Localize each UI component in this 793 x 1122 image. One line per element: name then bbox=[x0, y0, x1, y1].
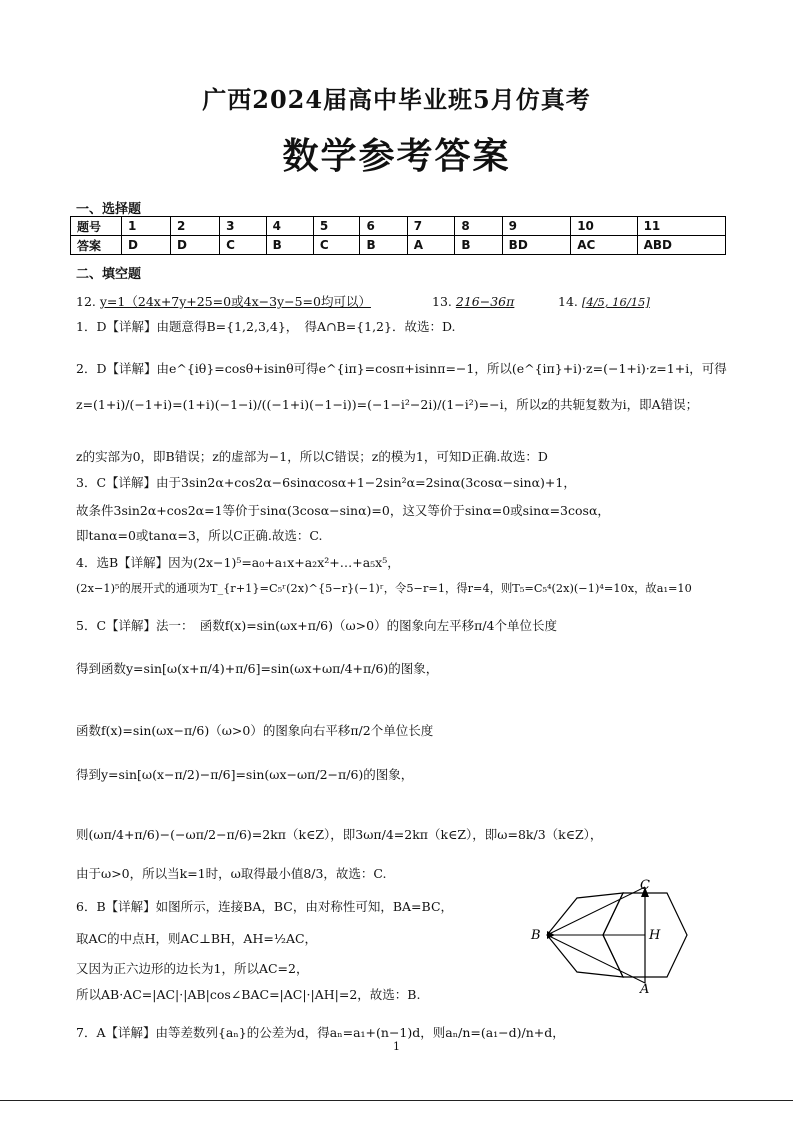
solution-2a: 2．D【详解】由e^{iθ}=cosθ+isinθ可得e^{iπ}=cosπ+isinπ=−1，所以(e^{iπ}+i)·z=(−1+i)·z=1+i，可得 bbox=[76, 361, 727, 376]
segment-ba-top bbox=[547, 887, 645, 935]
label-a: A bbox=[640, 982, 650, 995]
table-cell: C bbox=[313, 236, 360, 255]
solution-6c: 又因为正六边形的边长为1，所以AC=2， bbox=[76, 961, 309, 976]
label-c: C bbox=[640, 878, 650, 893]
table-cell: B bbox=[455, 236, 502, 255]
table-cell: 5 bbox=[313, 217, 360, 236]
table-cell: B bbox=[360, 236, 407, 255]
table-row bbox=[71, 217, 726, 236]
table-cell: 7 bbox=[407, 217, 455, 236]
header-title: 广西2024届高中毕业班5月仿真考 bbox=[202, 85, 591, 114]
table-cell: 6 bbox=[360, 217, 407, 236]
header-subtitle: 数学参考答案 bbox=[282, 135, 511, 177]
segment-ba-bottom bbox=[547, 935, 645, 983]
table-row bbox=[71, 236, 726, 255]
solution-7a: 7．A【详解】由等差数列{aₙ}的公差为d，得aₙ=a₁+(n−1)d，则aₙ/n=(a₁−d)/n+d， bbox=[76, 1025, 565, 1040]
solution-6d: 所以AB·AC=|AC|·|AB|cos∠BAC=|AC|·|AH|=2，故选：B. bbox=[76, 987, 421, 1002]
table-cell: A bbox=[407, 236, 455, 255]
q13-number: 13. bbox=[432, 294, 452, 309]
table-cell: B bbox=[266, 236, 313, 255]
solution-4a: 4．选B【详解】因为(2x−1)⁵=a₀+a₁x+a₂x²+…+a₅x⁵， bbox=[76, 555, 400, 570]
q14-number: 14. bbox=[558, 294, 578, 309]
table-cell: 3 bbox=[220, 217, 267, 236]
q13 bbox=[432, 293, 514, 311]
solution-5c: 函数f(x)=sin(ωx−π/6)（ω>0）的图象向右平移π/2个单位长度 bbox=[76, 723, 434, 738]
solution-3a: 3．C【详解】由于3sin2α+cos2α−6sinαcosα+1−2sin²α=2sinα(3cosα−sinα)+1， bbox=[76, 475, 576, 490]
table-cell: 11 bbox=[637, 217, 725, 236]
table-cell: C bbox=[220, 236, 267, 255]
solution-6a: 6．B【详解】如图所示，连接BA，BC，由对称性可知，BA=BC， bbox=[76, 899, 454, 914]
table-cell: 8 bbox=[455, 217, 502, 236]
table-cell: 9 bbox=[502, 217, 571, 236]
table-cell: 2 bbox=[171, 217, 220, 236]
fill-blank-line bbox=[76, 293, 371, 311]
table-cell: 1 bbox=[122, 217, 171, 236]
page-number: 1 bbox=[393, 1040, 400, 1053]
solution-2b: z=(1+i)/(−1+i)=(1+i)(−1−i)/((−1+i)(−1−i))=(−1−i²−2i)/(1−i²)=−i，所以z的共轭复数为i，即A错误； bbox=[76, 397, 699, 412]
solution-5e: 则(ωπ/4+π/6)−(−ωπ/2−π/6)=2kπ（k∈Z），即3ωπ/4=2kπ（k∈Z），即ω=8k/3（k∈Z）， bbox=[76, 827, 603, 842]
table-cell: 答案 bbox=[71, 236, 122, 255]
table-cell: 题号 bbox=[71, 217, 122, 236]
solution-5a: 5．C【详解】法一： 函数f(x)=sin(ωx+π/6)（ω>0）的图象向左平移π/4个单位长度 bbox=[76, 618, 557, 633]
table-cell: D bbox=[171, 236, 220, 255]
label-h: H bbox=[649, 928, 661, 943]
answer-table bbox=[70, 216, 726, 255]
q14-answer: [4/5, 16/15] bbox=[581, 295, 650, 309]
solution-1: 1．D【详解】由题意得B={1,2,3,4}， 得A∩B={1,2}．故选：D. bbox=[76, 319, 456, 334]
solution-5d: 得到y=sin[ω(x−π/2)−π/6]=sin(ωx−ωπ/2−π/6)的图象， bbox=[76, 767, 414, 782]
solution-2c: z的实部为0，即B错误；z的虚部为−1，所以C错误；z的模为1，可知D正确.故选：D bbox=[76, 449, 548, 464]
solution-3b: 故条件3sin2α+cos2α=1等价于sinα(3cosα−sinα)=0，这又等价于sinα=0或sinα=3cosα， bbox=[76, 503, 610, 518]
solution-6b: 取AC的中点H，则AC⊥BH，AH=½AC， bbox=[76, 931, 318, 946]
q13-answer: 216−36π bbox=[455, 294, 515, 309]
solution-4b: (2x−1)⁵的展开式的通项为T_{r+1}=C₅ʳ(2x)^{5−r}(−1)ʳ，令5−r=1，得r=4，则T₅=C₅⁴(2x)(−1)⁴=10x，故a₁=10 bbox=[76, 582, 692, 595]
label-b: B bbox=[531, 928, 541, 943]
table-cell: BD bbox=[502, 236, 571, 255]
table-cell: 4 bbox=[266, 217, 313, 236]
solution-3c: 即tanα=0或tanα=3，所以C正确.故选：C. bbox=[76, 528, 323, 543]
section1-title: 一、选择题 bbox=[76, 202, 142, 217]
section2-title: 二、填空题 bbox=[76, 267, 142, 282]
hexagon-figure bbox=[525, 875, 700, 995]
solution-5b: 得到函数y=sin[ω(x+π/4)+π/6]=sin(ωx+ωπ/4+π/6)的图象， bbox=[76, 661, 439, 676]
q12-number: 12. bbox=[76, 294, 96, 309]
footer-divider bbox=[0, 1100, 793, 1101]
table-cell: 10 bbox=[571, 217, 637, 236]
table-cell: AC bbox=[571, 236, 637, 255]
q14 bbox=[558, 293, 650, 311]
table-cell: ABD bbox=[637, 236, 725, 255]
q12-answer: y=1（24x+7y+25=0或4x−3y−5=0均可以） bbox=[99, 294, 371, 309]
table-cell: D bbox=[122, 236, 171, 255]
solution-5f: 由于ω>0，所以当k=1时，ω取得最小值8/3，故选：C. bbox=[76, 866, 387, 881]
